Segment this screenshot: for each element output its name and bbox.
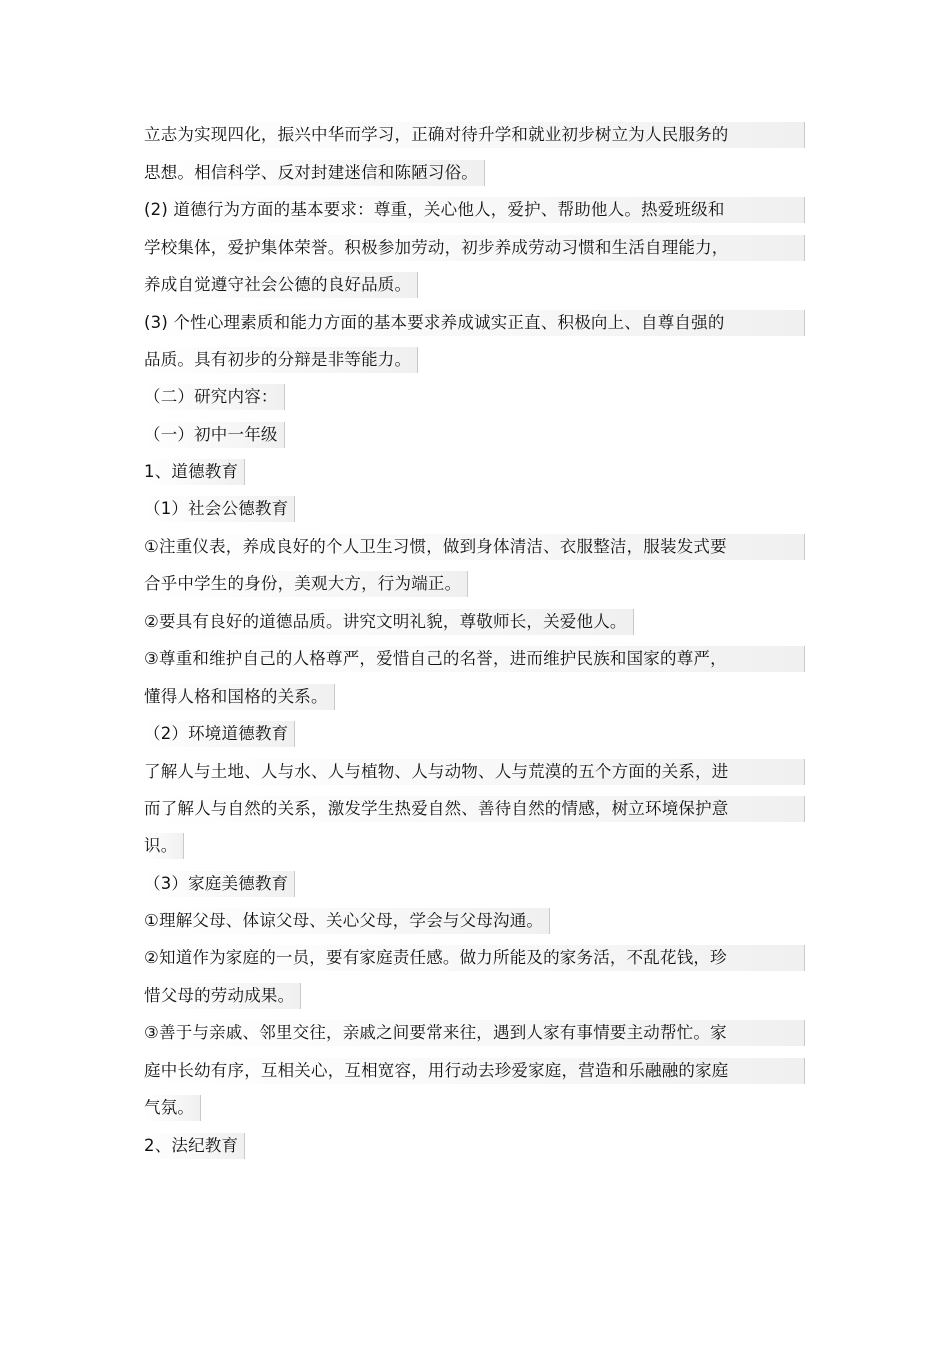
text-line: 养成自觉遵守社会公德的良好品质。 <box>144 272 418 298</box>
text-line: 学校集体，爱护集体荣誉。积极参加劳动，初步养成劳动习惯和生活自理能力， <box>144 235 805 261</box>
text-line: 思想。相信科学、反对封建迷信和陈陋习俗。 <box>144 160 485 186</box>
text-line: ③善于与亲戚、邻里交往，亲戚之间要常来往，遇到人家有事情要主动帮忙。家 <box>144 1020 805 1046</box>
text-line: (2) 道德行为方面的基本要求：尊重，关心他人，爱护、帮助他人。热爱班级和 <box>144 197 805 223</box>
text-line: ①注重仪表，养成良好的个人卫生习惯，做到身体清洁、衣服整洁，服装发式要 <box>144 534 805 560</box>
text-line: 了解人与土地、人与水、人与植物、人与动物、人与荒漠的五个方面的关系，进 <box>144 759 805 785</box>
text-line: ②知道作为家庭的一员，要有家庭责任感。做力所能及的家务活，不乱花钱，珍 <box>144 945 805 971</box>
text-line: 合乎中学生的身份，美观大方，行为端正。 <box>144 571 468 597</box>
subsection-heading: （一）初中一年级 <box>144 422 285 448</box>
text-line: ③尊重和维护自己的人格尊严，爱惜自己的名誉，进而维护民族和国家的尊严， <box>144 646 805 672</box>
text-line: 气氛。 <box>144 1095 201 1121</box>
text-line: 懂得人格和国格的关系。 <box>144 684 335 710</box>
text-line: ①理解父母、体谅父母、关心父母，学会与父母沟通。 <box>144 908 550 934</box>
subsection-heading: （2）环境道德教育 <box>144 721 295 747</box>
section-heading: （二）研究内容： <box>144 384 285 410</box>
text-line: 立志为实现四化，振兴中华而学习，正确对待升学和就业初步树立为人民服务的 <box>144 122 805 148</box>
text-line: 识。 <box>144 833 184 859</box>
text-line: 而了解人与自然的关系，激发学生热爱自然、善待自然的情感，树立环境保护意 <box>144 796 805 822</box>
subsection-heading: （3）家庭美德教育 <box>144 871 295 897</box>
text-line: 品质。具有初步的分辩是非等能力。 <box>144 347 418 373</box>
subsection-heading: 2、法纪教育 <box>144 1133 245 1159</box>
text-line: ②要具有良好的道德品质。讲究文明礼貌，尊敬师长，关爱他人。 <box>144 609 634 635</box>
text-line: 惜父母的劳动成果。 <box>144 983 301 1009</box>
text-line: (3) 个性心理素质和能力方面的基本要求养成诚实正直、积极向上、自尊自强的 <box>144 310 805 336</box>
text-line: 庭中长幼有序，互相关心，互相宽容，用行动去珍爱家庭，营造和乐融融的家庭 <box>144 1058 805 1084</box>
subsection-heading: 1、道德教育 <box>144 459 245 485</box>
subsection-heading: （1）社会公德教育 <box>144 496 295 522</box>
